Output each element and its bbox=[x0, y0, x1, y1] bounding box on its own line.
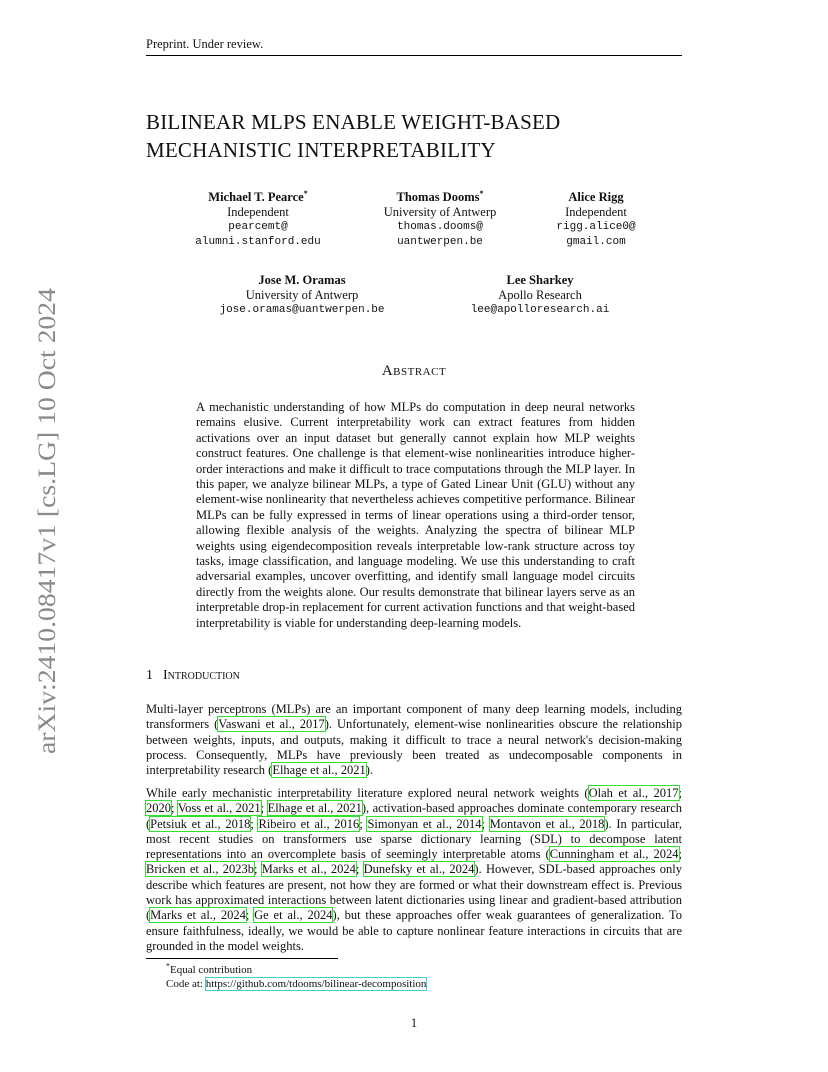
citation-link[interactable]: Olah et al., 2017 bbox=[588, 786, 679, 800]
arxiv-identifier-text: arXiv:2410.08417v1 [cs.LG] 10 Oct 2024 bbox=[34, 333, 61, 754]
title-line-2: MECHANISTIC INTERPRETABILITY bbox=[146, 138, 496, 162]
abstract-heading: Abstract bbox=[381, 363, 447, 379]
title-line-1: BILINEAR MLPS ENABLE WEIGHT-BASED bbox=[146, 110, 561, 134]
abstract-text: A mechanistic understanding of how MLPs do computation in deep neural networks remains elusive. Current interpretability work can extract features from hidden activations over an input dataset but generally cannot explain how MLP weights construct features. One challenge is that element-wise nonlinearities introduce higher-order interactions and make it difficult to trace computations through the MLP layer. In this paper, we analyze bilinear MLPs, a type of Gated Linear Unit (GLU) without any element-wise nonlinearity that nevertheless achieves competitive performance. Bilinear MLPs can be fully expressed in terms of linear operations using a third-order tensor, allowing flexible analysis of the weights. Analyzing the spectra of bilinear MLP weights using eigendecomposition reveals interpretable low-rank structure across toy tasks, image classification, and language modeling. We use this understanding to craft adversarial examples, uncover overfitting, and identify small language model circuits directly from the weights alone. Our results demonstrate that bilinear layers serve as an interpretable drop-in replacement for current activation functions and that weight-based interpretability is viable for understanding deep-learning models. bbox=[196, 400, 635, 630]
citation-link[interactable]: Marks et al., 2024 bbox=[261, 862, 356, 877]
paper-title bbox=[146, 108, 686, 164]
citation-link[interactable]: Bricken et al., 2023b bbox=[146, 862, 254, 877]
author-block: Lee Sharkey Apollo Research lee@apolloresearch.ai bbox=[470, 273, 610, 316]
author-block: Michael T. Pearce* Independent pearcemt@ alumni.stanford.edu bbox=[195, 188, 321, 248]
citation-link[interactable]: Simonyan et al., 2014 bbox=[367, 816, 482, 831]
citation-link[interactable]: Elhage et al., 2021 bbox=[267, 801, 362, 816]
citation-link[interactable]: 2020 bbox=[146, 801, 171, 816]
citation-link[interactable]: Petsiuk et al., 2018 bbox=[150, 816, 251, 831]
author-block: Thomas Dooms* University of Antwerp thomas.dooms@ uantwerpen.be bbox=[383, 188, 497, 248]
citation-link[interactable]: Ribeiro et al., 2016 bbox=[258, 816, 360, 831]
intro-paragraph-2: While early mechanistic interpretability literature explored neural network weights (Olah et al., 2017; 2020; Voss et al., 2021; Elhage et al., 2021), activation-based approaches dominate contemporary research (Petsiuk et al., 2018; Ribeiro et al., 2016; Simonyan et al., 2014; Montavon et al., 2018). In particular, most recent studies on transformers use sparse dictionary learning (SDL) to decompose latent representations into an overcomplete basis of seemingly interpretable atoms (Cunningham et al., 2024; Bricken et al., 2023b; Marks et al., 2024; Dunefsky et al., 2024). However, SDL-based approaches only describe which features are present, not how they are formed or what their downstream effect is. Previous work has approximated interactions between latent dictionaries using linear and gradient-based attribution (Marks et al., 2024; Ge et al., 2024), but these approaches offer weak guarantees of generalization. To ensure faithfulness, ideally, we would be able to capture nonlinear feature interactions in circuits that are grounded in the model weights. bbox=[146, 786, 683, 953]
code-repository-link[interactable]: https://github.com/tdooms/bilinear-decomposition bbox=[205, 978, 427, 990]
section-heading: 1 Introduction bbox=[146, 668, 240, 683]
page-number: 1 bbox=[410, 1016, 418, 1030]
footnotes bbox=[166, 963, 426, 991]
citation-link[interactable]: Vaswani et al., 2017 bbox=[218, 717, 325, 732]
citation-link[interactable]: Montavon et al., 2018 bbox=[489, 816, 605, 831]
arxiv-identifier-stamp bbox=[36, 288, 60, 754]
running-head: Preprint. Under review. bbox=[146, 37, 682, 56]
citation-link[interactable]: Cunningham et al., 2024 bbox=[549, 847, 679, 862]
citation-link[interactable]: Marks et al., 2024 bbox=[150, 908, 246, 923]
citation-link[interactable]: Dunefsky et al., 2024 bbox=[363, 862, 475, 877]
citation-link[interactable]: Elhage et al., 2021 bbox=[272, 763, 366, 778]
intro-paragraph-1: Multi-layer perceptrons (MLPs) are an important component of many deep learning models, including transformers (Vaswani et al., 2017). Unfortunately, element-wise nonlinearities obscure the relationship between weights, inputs, and outputs, making it difficult to trace a neural network's decision-making process. Consequently, MLPs have previously been treated as undecomposable components in interpretability research (Elhage et al., 2021). bbox=[146, 702, 682, 778]
footnote-rule bbox=[146, 958, 338, 959]
footnote-equal-contribution: *Equal contribution bbox=[166, 961, 253, 976]
citation-link[interactable]: Voss et al., 2021 bbox=[177, 801, 261, 816]
author-block: Alice Rigg Independent rigg.alice0@ gmail.com bbox=[556, 190, 636, 248]
footnote-code: Code at: https://github.com/tdooms/bilinear-decomposition bbox=[166, 978, 427, 990]
author-block: Jose M. Oramas University of Antwerp jose.oramas@uantwerpen.be bbox=[219, 273, 385, 316]
citation-link[interactable]: Ge et al., 2024 bbox=[254, 908, 333, 923]
